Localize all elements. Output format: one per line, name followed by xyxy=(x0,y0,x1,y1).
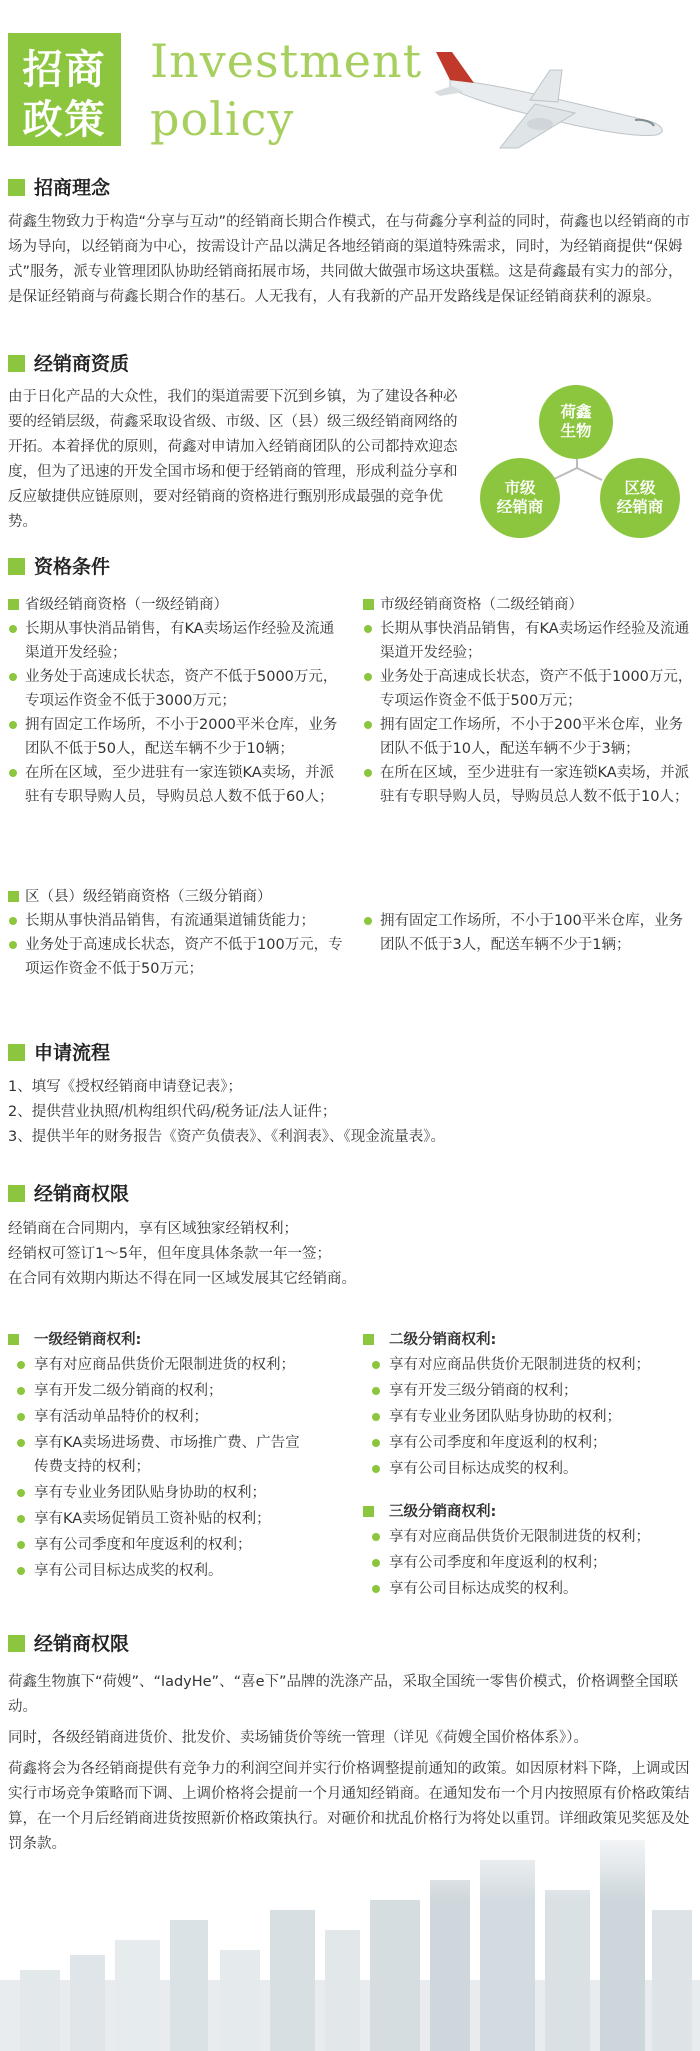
list-item: 享有对应商品供货价无限制进货的权利； xyxy=(363,1525,693,1549)
list-item: 拥有固定工作场所，不小于200平米仓库，业务团队不低于10人，配送车辆不少于3辆； xyxy=(363,713,693,761)
section-title: 申请流程 xyxy=(34,1042,111,1064)
process-step: 1、填写《授权经销商申请登记表》； xyxy=(8,1079,242,1095)
bullet-icon xyxy=(17,1361,25,1369)
header-en-line2: policy xyxy=(150,92,295,146)
bullet-icon xyxy=(17,1541,25,1549)
subsection-title: 市级经销商资格（二级经销商） xyxy=(380,597,583,613)
section-title: 经销商资质 xyxy=(34,353,130,375)
section-marker-icon xyxy=(8,179,25,196)
bullet-icon xyxy=(17,1387,25,1395)
list-item: 在所在区域，至少进驻有一家连锁KA卖场，并派驻有专职导购人员，导购员总人数不低于60人； xyxy=(8,761,343,809)
philosophy-paragraph: 荷鑫生物致力于构造“分享与互动”的经销商长期合作模式，在与荷鑫分享利益的同时，荷鑫也以经销商的市场为导向，以经销商为中心，按需设计产品以满足各地经销商的渠道特殊需求，同时，为经销商提供“保姆式”服务，派专业管理团队协助经销商拓展市场，共同做大做强市场这块蛋糕。这是荷鑫最有实力的部分，是保证经销商与荷鑫长期合作的基石。人无我有，人有我新的产品开发路线是保证经销商获利的源泉。 xyxy=(8,214,691,305)
subsection-title: 省级经销商资格（一级经销商） xyxy=(25,597,228,613)
pricing-paragraph: 同时，各级经销商进货价、批发价、卖场铺货价等统一管理（详见《荷嫂全国价格体系》）。 xyxy=(8,1730,588,1746)
process-step: 2、提供营业执照/机构组织代码/税务证/法人证件； xyxy=(8,1104,337,1120)
list-item: 长期从事快消品销售，有流通渠道铺货能力； xyxy=(8,909,343,933)
diagram-node-city: 市级 经销商 xyxy=(480,458,560,538)
section-title: 经销商权限 xyxy=(34,1183,130,1205)
city-list xyxy=(363,617,693,809)
bullet-icon xyxy=(372,1361,380,1369)
section-title: 资格条件 xyxy=(34,556,111,578)
list-item: 业务处于高速成长状态，资产不低于5000万元，专项运作资金不低于3000万元； xyxy=(8,665,343,713)
bullet-icon xyxy=(364,721,372,729)
list-item: 享有公司季度和年度返利的权利； xyxy=(8,1533,343,1557)
list-item: 长期从事快消品销售，有KA卖场运作经验及流通渠道开发经验； xyxy=(363,617,693,665)
level3-list xyxy=(363,1525,693,1603)
bullet-icon xyxy=(17,1515,25,1523)
bullet-icon xyxy=(372,1413,380,1421)
section-title: 招商理念 xyxy=(34,177,111,199)
list-item: 享有专业业务团队贴身协助的权利； xyxy=(363,1405,693,1429)
bullet-icon xyxy=(9,941,17,949)
bullet-icon xyxy=(364,673,372,681)
list-item: 享有公司季度和年度返利的权利； xyxy=(363,1431,693,1455)
process-steps xyxy=(8,1075,692,1150)
list-item: 享有开发三级分销商的权利； xyxy=(363,1379,693,1403)
subsection-marker-icon xyxy=(363,1334,374,1345)
list-item: 享有对应商品供货价无限制进货的权利； xyxy=(363,1353,693,1377)
bullet-icon xyxy=(372,1387,380,1395)
diagram-node-company: 荷鑫 生物 xyxy=(539,385,613,459)
subsection-title: 区（县）级经销商资格（三级分销商） xyxy=(25,889,272,905)
level2-list xyxy=(363,1353,693,1483)
bullet-icon xyxy=(9,625,17,633)
process-step: 3、提供半年的财务报告《资产负债表》、《利润表》、《现金流量表》。 xyxy=(8,1129,445,1145)
bullet-icon xyxy=(372,1439,380,1447)
section-marker-icon xyxy=(8,1044,25,1061)
section-marker-icon xyxy=(8,558,25,575)
district-list xyxy=(8,909,343,981)
list-item: 拥有固定工作场所，不小于100平米仓库，业务团队不低于3人，配送车辆不少于1辆； xyxy=(363,909,693,957)
subsection-marker-icon xyxy=(8,891,19,902)
list-item: 享有对应商品供货价无限制进货的权利； xyxy=(8,1353,343,1377)
bullet-icon xyxy=(372,1533,380,1541)
list-item: 享有公司目标达成奖的权利。 xyxy=(8,1559,343,1583)
list-item: 长期从事快消品销售，有KA卖场运作经验及流通渠道开发经验； xyxy=(8,617,343,665)
rights-line: 在合同有效期内斯达不得在同一区域发展其它经销商。 xyxy=(8,1271,356,1287)
header-en-line1: Investment xyxy=(150,34,423,88)
bullet-icon xyxy=(9,721,17,729)
list-item: 业务处于高速成长状态，资产不低于100万元，专项运作资金不低于50万元； xyxy=(8,933,343,981)
provincial-list xyxy=(8,617,343,809)
section-marker-icon xyxy=(8,355,25,372)
header-cn-line1: 招商 xyxy=(22,47,107,93)
pricing-body xyxy=(8,1670,692,1857)
list-item: 享有专业业务团队贴身协助的权利； xyxy=(8,1481,343,1505)
list-item: 业务处于高速成长状态，资产不低于1000万元，专项运作资金不低于500万元； xyxy=(363,665,693,713)
bullet-icon xyxy=(9,673,17,681)
bullet-icon xyxy=(17,1413,25,1421)
airplane-illustration xyxy=(430,40,680,150)
bullet-icon xyxy=(364,769,372,777)
rights-line: 经销权可签订1～5年，但年度具体条款一年一签； xyxy=(8,1246,331,1262)
rights-line: 经销商在合同期内，享有区域独家经销权利； xyxy=(8,1221,298,1237)
subsection-marker-icon xyxy=(363,1506,374,1517)
subsection-marker-icon xyxy=(8,1334,19,1345)
bullet-icon xyxy=(17,1439,25,1447)
list-item: 享有开发二级分销商的权利； xyxy=(8,1379,343,1403)
level1-list xyxy=(8,1353,343,1585)
bullet-icon xyxy=(9,769,17,777)
subsection-marker-icon xyxy=(363,599,374,610)
list-item: 享有公司目标达成奖的权利。 xyxy=(363,1577,693,1601)
bullet-icon xyxy=(372,1585,380,1593)
header-cn-line2: 政策 xyxy=(22,97,107,143)
district-list-right xyxy=(363,909,693,957)
rights-intro xyxy=(8,1217,692,1292)
bullet-icon xyxy=(372,1559,380,1567)
list-item: 享有KA卖场进场费、市场推广费、广告宣传费支持的权利； xyxy=(8,1431,304,1479)
list-item: 享有活动单品特价的权利； xyxy=(8,1405,343,1429)
bullet-icon xyxy=(364,625,372,633)
pricing-paragraph: 荷鑫生物旗下“荷嫂”、“ladyHe”、“喜e下”品牌的洗涤产品，采取全国统一零售价模式，价格调整全国联动。 xyxy=(8,1674,679,1715)
subsection-title: 二级分销商权利: xyxy=(389,1332,497,1348)
section-title: 经销商权限 xyxy=(34,1633,130,1655)
subsection-marker-icon xyxy=(8,599,19,610)
pricing-paragraph: 荷鑫将会为各经销商提供有竞争力的利润空间并实行价格调整提前通知的政策。如因原材料下降，上调或因实行市场竞争策略而下调、上调价格将会提前一个月通知经销商。在通知发布一个月内按照原有价格政策结算，在一个月后经销商进货按照新价格政策执行。对砸价和扰乱价格行为将处以重罚。详细政策见奖惩及处罚条款。 xyxy=(8,1761,690,1852)
bullet-icon xyxy=(9,917,17,925)
bullet-icon xyxy=(364,917,372,925)
subsection-title: 三级分销商权利: xyxy=(389,1504,497,1520)
list-item: 在所在区域，至少进驻有一家连锁KA卖场，并派驻有专职导购人员，导购员总人数不低于10人； xyxy=(363,761,693,809)
section-marker-icon xyxy=(8,1185,25,1202)
qualification-paragraph: 由于日化产品的大众性，我们的渠道需要下沉到乡镇，为了建设各种必要的经销层级，荷鑫采取设省级、市级、区（县）级三级经销商网络的开拓。本着择优的原则，荷鑫对申请加入经销商团队的公司都持欢迎态度，但为了迅速的开发全国市场和便于经销商的管理，形成利益分享和反应敏捷供应链原则，要对经销商的资格进行甄别形成最强的竞争优势。 xyxy=(8,389,458,530)
list-item: 享有KA卖场促销员工资补贴的权利； xyxy=(8,1507,343,1531)
list-item: 享有公司季度和年度返利的权利； xyxy=(363,1551,693,1575)
list-item: 享有公司目标达成奖的权利。 xyxy=(363,1457,693,1481)
bullet-icon xyxy=(372,1465,380,1473)
diagram-node-district: 区级 经销商 xyxy=(600,458,680,538)
bullet-icon xyxy=(17,1489,25,1497)
subsection-title: 一级经销商权利: xyxy=(34,1332,142,1348)
list-item: 拥有固定工作场所，不小于2000平米仓库，业务团队不低于50人，配送车辆不少于10辆； xyxy=(8,713,343,761)
bullet-icon xyxy=(17,1567,25,1575)
section-marker-icon xyxy=(8,1635,25,1652)
